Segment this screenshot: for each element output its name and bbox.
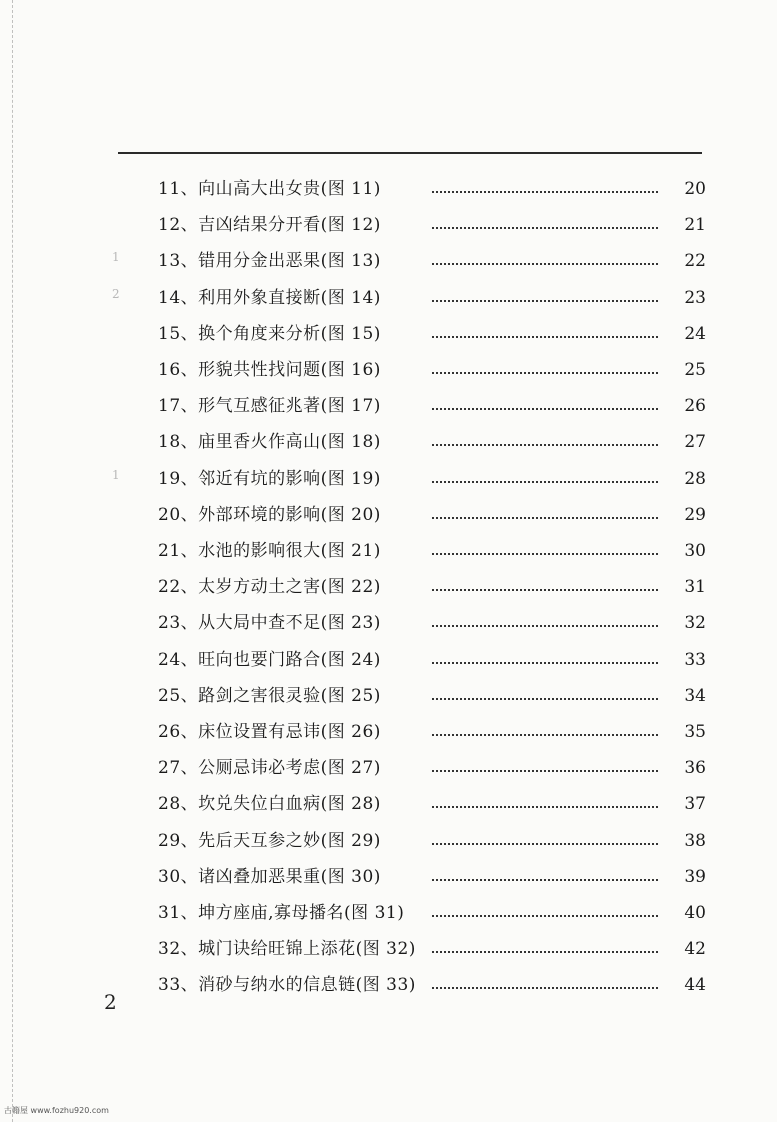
toc-entry [0,210,777,244]
toc-entry-title: 23、从大局中查不足(图 23) [158,613,381,634]
toc-entry [0,608,777,642]
toc-entry-page: 36 [684,758,706,779]
toc-entry-title: 20、外部环境的影响(图 20) [158,504,381,525]
toc-entry-page: 44 [684,975,706,996]
watermark-text: 古籍屋 www.fozhu920.com [4,1106,109,1115]
toc-entry-title: 12、吉凶结果分开看(图 12) [158,215,381,236]
toc-entry-page: 25 [684,360,706,380]
toc-entry [0,717,777,751]
toc-entry-title: 19、邻近有坑的影响(图 19) [158,468,381,489]
dot-leader [432,517,658,519]
toc-entry-page: 29 [684,504,706,525]
toc-entry-title: 17、形气互感征兆著(图 17) [158,396,381,417]
toc-entry [0,319,777,353]
toc-entry-page: 40 [684,903,706,923]
toc-entry [0,826,777,860]
toc-entry-title: 30、诸凶叠加恶果重(图 30) [158,866,381,887]
dot-leader [432,408,658,410]
margin-mark: 2 [112,286,120,301]
dot-leader [432,444,658,446]
toc-entry-title: 16、形貌共性找问题(图 16) [158,360,381,380]
toc-entry-title: 25、路剑之害很灵验(图 25) [158,685,381,706]
dot-leader [432,191,658,193]
toc-entry [0,355,777,389]
dot-leader [432,553,658,555]
dot-leader [432,951,658,953]
dot-leader [432,843,658,845]
toc-entry-title: 18、庙里香火作高山(图 18) [158,432,381,453]
toc-entry [0,246,777,280]
toc-entry [0,934,777,968]
toc-entry-title: 26、床位设置有忌讳(图 26) [158,722,381,742]
toc-entry-title: 11、向山高大出女贵(图 11) [158,179,381,199]
toc-entry [0,464,777,498]
dot-leader [432,879,658,881]
page-number: 2 [104,990,117,1014]
toc-entry-page: 33 [684,649,706,670]
margin-mark: 1 [112,250,120,265]
dot-leader [432,336,658,338]
toc-entry-page: 37 [684,794,706,815]
toc-entry [0,572,777,606]
toc-entry-page: 30 [684,541,706,561]
toc-entry-page: 26 [684,396,706,417]
dot-leader [432,662,658,664]
toc-entry [0,681,777,715]
toc-entry [0,645,777,679]
toc-entry-title: 22、太岁方动土之害(图 22) [158,577,381,598]
dot-leader [432,698,658,700]
toc-entry [0,898,777,932]
toc-entry [0,500,777,534]
toc-entry-page: 42 [684,939,706,960]
toc-entry-page: 27 [684,432,706,453]
dot-leader [432,625,658,627]
dot-leader [432,300,658,302]
toc-entry [0,391,777,425]
toc-entry-page: 38 [684,830,706,851]
toc-entry-title: 14、利用外象直接断(图 14) [158,287,381,308]
dot-leader [432,987,658,989]
toc-entry-title: 27、公厕忌讳必考虑(图 27) [158,758,381,779]
toc-entry [0,753,777,787]
dot-leader [432,372,658,374]
dot-leader [432,770,658,772]
toc-entry-page: 35 [684,722,706,742]
toc-entry-page: 21 [684,215,706,236]
toc-entry-page: 24 [684,323,706,344]
toc-entry-title: 31、坤方座庙,寡母播名(图 31) [158,903,405,923]
toc-entry-page: 22 [684,251,706,272]
toc-entry-page: 28 [684,468,706,489]
dot-leader [432,589,658,591]
toc-entry-page: 31 [684,577,706,598]
dot-leader [432,263,658,265]
dot-leader [432,734,658,736]
toc-entry [0,174,777,208]
toc-entry-title: 24、旺向也要门路合(图 24) [158,649,381,670]
toc-entry-page: 39 [684,866,706,887]
toc-entry [0,536,777,570]
toc-entry-page: 23 [684,287,706,308]
dot-leader [432,481,658,483]
dot-leader [432,806,658,808]
margin-mark: 1 [112,467,120,482]
toc-entry-title: 29、先后天互参之妙(图 29) [158,830,381,851]
toc-entry [0,789,777,823]
toc-entry [0,427,777,461]
toc-entry-page: 20 [684,179,706,199]
dot-leader [432,227,658,229]
toc-entry-title: 33、消砂与纳水的信息链(图 33) [158,975,416,996]
toc-entry-title: 15、换个角度来分析(图 15) [158,323,381,344]
toc-entry-title: 28、坎兑失位白血病(图 28) [158,794,381,815]
toc-entry [0,862,777,896]
toc-entry-page: 32 [684,613,706,634]
toc-entry-title: 21、水池的影响很大(图 21) [158,541,381,561]
dot-leader [432,915,658,917]
toc-entry-page: 34 [684,685,706,706]
toc-entry-title: 32、城门诀给旺锦上添花(图 32) [158,939,416,960]
toc-entry-title: 13、错用分金出恶果(图 13) [158,251,381,272]
toc-entry [0,283,777,317]
